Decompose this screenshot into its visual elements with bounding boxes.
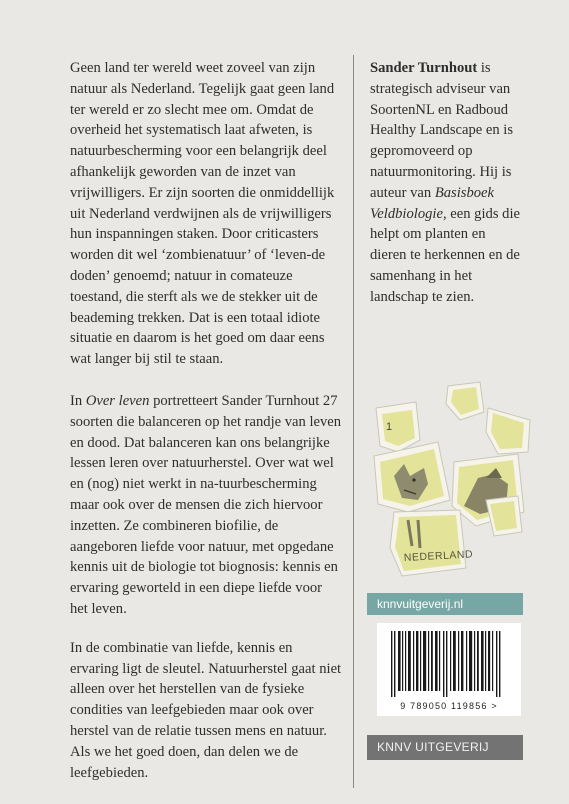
blurb-paragraph-2-rest: portretteert Sander Turnhout 27 soorten die balanceren op het randje van leven en dood. Dat balanceren kan ons belangrijke lessen leren over natuurherstel. Over wat wel en (nog) niet werkt in na-tuurbescherming maar ook over de mensen die zich hiervoor inzetten. Ze combineren biofilie, de aangeboren liefde voor natuur, met opgedane kennis uit de biologie tot biognosis: kennis en ervaring geworteld in een diepe liefde voor het leven. — [70, 392, 342, 617]
website-badge: knnvuitgeverij.nl — [367, 593, 523, 615]
author-book-title: Basisboek Veldbiologie — [370, 184, 495, 222]
stamp-country-label: NEDERLAND — [403, 548, 474, 564]
author-bio-part-2: , een gids die helpt om planten en dieren te herkennen en de samenhang in het landschap te zien. — [370, 205, 520, 305]
blurb-paragraph-2-intro: In — [70, 392, 86, 409]
stamp-fragment-bottom — [390, 510, 473, 576]
isbn-barcode — [377, 623, 521, 716]
broken-stamp-illustration — [368, 380, 543, 580]
blurb-paragraph-1: Geen land ter wereld weet zoveel van zijn natuur als Nederland. Tegelijk gaat geen land ter wereld er zo slecht mee om. Omdat de overheid het systematisch laat afweten, is natuurbescherming voor een belangrijk deel afhankelijk geworden van de inzet van vrijwilligers. Er zijn soorten die onmiddellijk uit Nederland verdwijnen als de vrijwilligers hun inspanningen staken. Door criticasters worden dit wel ‘zombienatuur’ of ‘leven-de doden’ genoemd; natuur in comateuze toestand, die sterft als we de stekker uit de beademing trekken. Dat is een totaal idiote situatie en daarom is het goed om daar eens wat langer bij stil te staan. — [70, 60, 335, 368]
blurb-paragraph-2 — [70, 391, 342, 620]
column-divider — [353, 55, 354, 788]
publisher-badge: KNNV UITGEVERIJ — [367, 735, 523, 760]
author-bio-text — [370, 58, 520, 308]
stamp-fragment-wolf-head — [374, 442, 450, 512]
barcode-bars — [377, 629, 521, 704]
author-bio — [370, 58, 520, 308]
author-bio-part-1: is strategisch adviseur van SoortenNL en Radboud Healthy Landscape en is gepromoveerd op natuurmonitoring. Hij is auteur van — [370, 60, 514, 201]
author-name: Sander Turnhout — [370, 60, 478, 76]
stamp-fragment-top-right — [446, 382, 530, 454]
isbn-number: 9 789050 119856 > — [400, 701, 498, 711]
blurb-paragraph-3: In de combinatie van liefde, kennis en ervaring ligt de sleutel. Natuurherstel gaat niet alleen over het herstellen van de fysieke condities van leefgebieden maar ook over herstel van de relatie tussen mens en natuur. Als we het goed doen, dan delen we de leefgebieden. — [70, 639, 342, 781]
stamp-fragment-small — [486, 496, 522, 536]
stamp-value: 1 — [386, 421, 393, 433]
stamp-fragment-top-left — [376, 402, 420, 452]
blurb-column — [70, 58, 342, 804]
book-title-over-leven: Over leven — [85, 392, 150, 409]
